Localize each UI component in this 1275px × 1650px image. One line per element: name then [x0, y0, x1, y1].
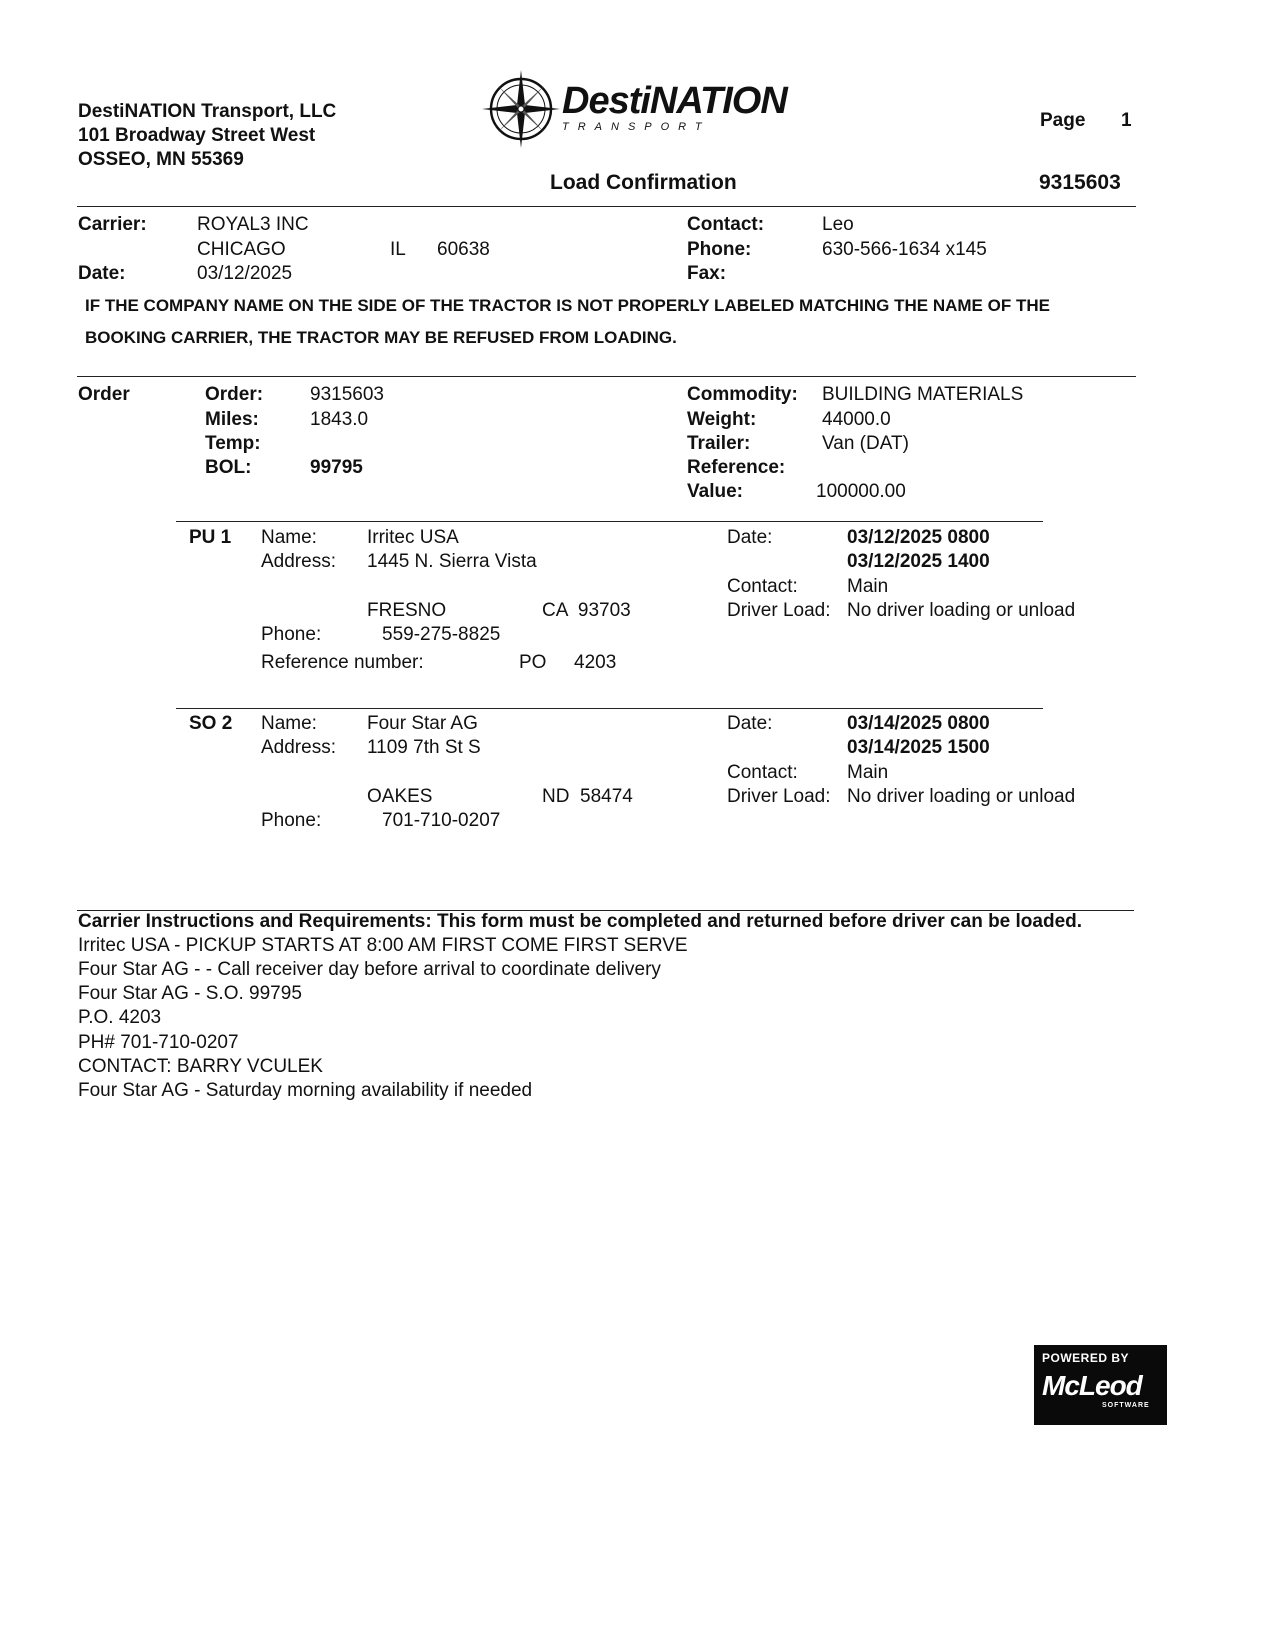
carrier-contact-label: Contact:: [687, 214, 765, 235]
stop-date-label: Date:: [727, 713, 773, 734]
value-amount: 100000.00: [816, 481, 906, 502]
carrier-zip: 60638: [437, 239, 490, 260]
commodity-value: BUILDING MATERIALS: [822, 384, 1024, 405]
stop-name: Four Star AG: [367, 713, 478, 734]
instruction-line: Four Star AG - Saturday morning availability if needed: [78, 1080, 533, 1101]
stop-date-end: 03/12/2025 1400: [847, 551, 990, 572]
stop-contact: Main: [847, 576, 889, 597]
stop-address-label: Address:: [261, 551, 336, 572]
temp-label: Temp:: [205, 433, 261, 454]
instruction-line: P.O. 4203: [78, 1007, 162, 1028]
stop-name: Irritec USA: [367, 527, 459, 548]
company-logo: [478, 66, 818, 152]
value-label: Value:: [687, 481, 743, 502]
logo-sub-text: TRANSPORT: [562, 121, 711, 133]
stop-state-zip: ND 58474: [542, 786, 633, 807]
order-divider: [77, 376, 1136, 377]
bol-value: 99795: [310, 457, 363, 478]
miles-value: 1843.0: [310, 409, 369, 430]
stop-driver-load: No driver loading or unload: [847, 786, 1076, 807]
document-title: Load Confirmation: [550, 171, 737, 194]
order-section-label: Order: [78, 384, 130, 405]
miles-label: Miles:: [205, 409, 259, 430]
commodity-label: Commodity:: [687, 384, 798, 405]
stop-phone-label: Phone:: [261, 810, 322, 831]
stop-state-zip: CA 93703: [542, 600, 631, 621]
badge-software: SOFTWARE: [1102, 1402, 1150, 1409]
stop-contact: Main: [847, 762, 889, 783]
stop-date-end: 03/14/2025 1500: [847, 737, 990, 758]
stop-address: 1445 N. Sierra Vista: [367, 551, 537, 572]
carrier-phone: 630-566-1634 x145: [822, 239, 987, 260]
logo-brand-text: DestiNATION: [562, 80, 787, 122]
carrier-city: CHICAGO: [197, 239, 286, 260]
stop-code: PU 1: [189, 527, 232, 548]
page-label: Page: [1040, 110, 1086, 131]
stop-city: OAKES: [367, 786, 433, 807]
trailer-label: Trailer:: [687, 433, 751, 454]
company-name: DestiNATION Transport, LLC: [78, 101, 337, 122]
stop-phone-label: Phone:: [261, 624, 322, 645]
stop-name-label: Name:: [261, 527, 317, 548]
order-number-label: Order:: [205, 384, 264, 405]
stop-driver-load-label: Driver Load:: [727, 600, 831, 621]
powered-by-badge: [1034, 1345, 1167, 1425]
carrier-state: IL: [390, 239, 406, 260]
stop2-divider: [176, 708, 1043, 709]
stop-name-label: Name:: [261, 713, 317, 734]
stop-date-label: Date:: [727, 527, 773, 548]
stop-driver-load-label: Driver Load:: [727, 786, 831, 807]
reference-label: Reference:: [687, 457, 786, 478]
stop-driver-load: No driver loading or unload: [847, 600, 1076, 621]
weight-value: 44000.0: [822, 409, 891, 430]
compass-rose-icon: [478, 66, 564, 152]
carrier-label: Carrier:: [78, 214, 147, 235]
stop-city: FRESNO: [367, 600, 447, 621]
stop-reference-value: 4203: [574, 652, 617, 673]
carrier-name: ROYAL3 INC: [197, 214, 309, 235]
badge-powered-by: POWERED BY: [1042, 1351, 1130, 1365]
instruction-line: Irritec USA - PICKUP STARTS AT 8:00 AM FIRST COME FIRST SERVE: [78, 935, 688, 956]
stop-code: SO 2: [189, 713, 233, 734]
header-divider: [77, 206, 1136, 207]
document-number: 9315603: [1039, 171, 1121, 194]
carrier-date: 03/12/2025: [197, 263, 293, 284]
stop-reference-type: PO: [519, 652, 547, 673]
order-number: 9315603: [310, 384, 384, 405]
company-address-line1: 101 Broadway Street West: [78, 125, 316, 146]
instruction-line: Four Star AG - - Call receiver day before arrival to coordinate delivery: [78, 959, 661, 980]
instructions-heading: Carrier Instructions and Requirements: This form must be completed and returned before driver can be loaded.: [78, 911, 1083, 932]
stop-phone: 559-275-8825: [382, 624, 501, 645]
company-address-line2: OSSEO, MN 55369: [78, 149, 244, 170]
stop-reference-number-label: Reference number:: [261, 652, 424, 673]
carrier-fax-label: Fax:: [687, 263, 727, 284]
stop-contact-label: Contact:: [727, 762, 798, 783]
instruction-line: PH# 701-710-0207: [78, 1032, 239, 1053]
stop-date-start: 03/14/2025 0800: [847, 713, 990, 734]
stop-phone: 701-710-0207: [382, 810, 501, 831]
stop-address: 1109 7th St S: [367, 737, 481, 758]
instruction-line: Four Star AG - S.O. 99795: [78, 983, 302, 1004]
page-number: 1: [1121, 110, 1132, 131]
instruction-line: CONTACT: BARRY VCULEK: [78, 1056, 323, 1077]
warning-line1: IF THE COMPANY NAME ON THE SIDE OF THE TRACTOR IS NOT PROPERLY LABELED MATCHING THE NAME OF THE: [85, 296, 1050, 315]
stop-date-start: 03/12/2025 0800: [847, 527, 990, 548]
carrier-contact: Leo: [822, 214, 854, 235]
trailer-value: Van (DAT): [822, 433, 909, 454]
carrier-phone-label: Phone:: [687, 239, 752, 260]
carrier-date-label: Date:: [78, 263, 126, 284]
badge-brand: McLeod: [1042, 1370, 1142, 1401]
stop-contact-label: Contact:: [727, 576, 798, 597]
stop-address-label: Address:: [261, 737, 336, 758]
bol-label: BOL:: [205, 457, 252, 478]
warning-line2: BOOKING CARRIER, THE TRACTOR MAY BE REFUSED FROM LOADING.: [85, 328, 677, 347]
weight-label: Weight:: [687, 409, 757, 430]
stop1-divider: [176, 521, 1043, 522]
